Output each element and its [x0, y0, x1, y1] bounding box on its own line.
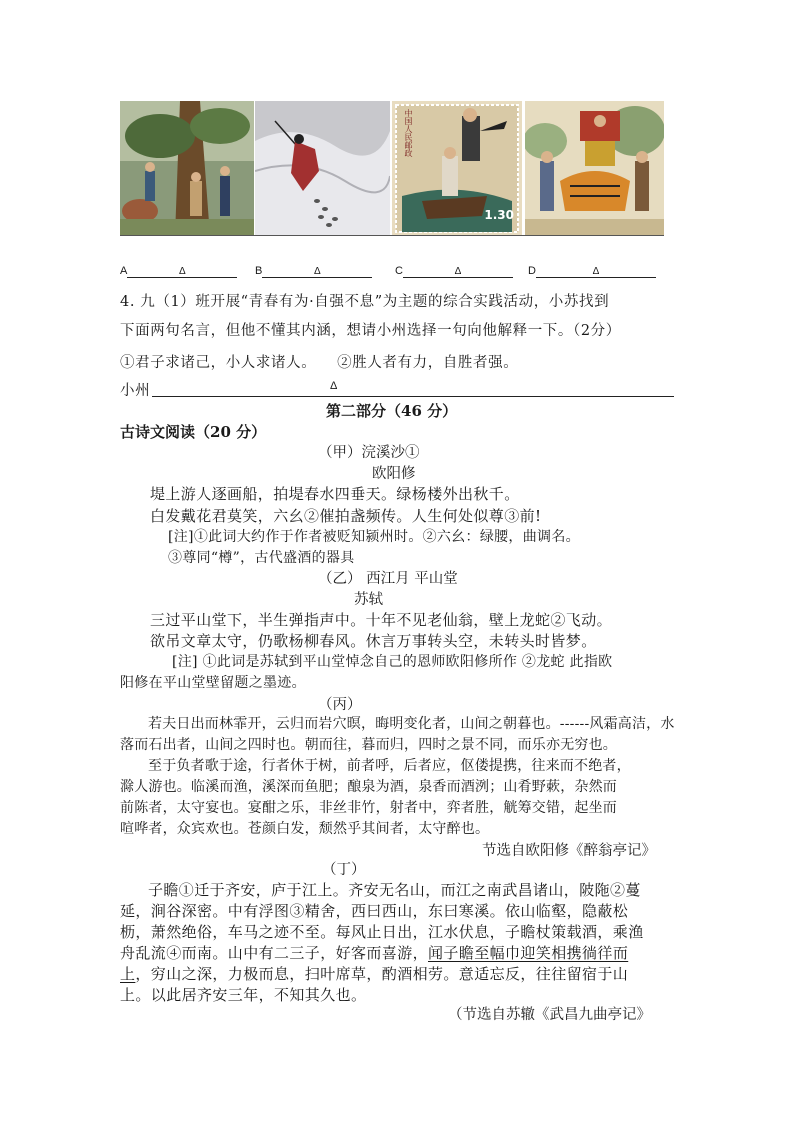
illustration-b: [255, 101, 390, 236]
caption-a-label: A: [120, 265, 128, 277]
prose-ding-line-2: 延，涧谷深密。中有浮图③精舍，西曰西山，东曰寒溪。依山临壑，隐蔽松: [120, 902, 629, 920]
q4-quotes: ①君子求诸己，小人求诸人。 ②胜人者有力，自胜者强。: [120, 355, 519, 371]
prose-ding-line-3: 枥，萧然绝俗，车马之迹不至。每风止日出，江水伏息，子瞻杖策载酒，乘渔: [120, 923, 644, 941]
caption-b-label: B: [255, 265, 263, 277]
stamp-country-text: 中国人民邮政: [404, 109, 413, 157]
prose-bing-title: （丙）: [318, 697, 362, 713]
prose-ding-line-4-text: 舟乱流④而南。山中有二三子，好客而喜游，: [120, 944, 429, 962]
illustration-c-stamp: [392, 101, 522, 236]
q4-line-2: 下面两句名言，但他不懂其内涵，想请小州选择一句向他解释一下。（2分）: [120, 323, 621, 339]
prose-bing-line-2: 落而石出者，山间之四时也。朝而往，暮而归，四时之景不同，而乐亦无穷也。: [120, 737, 617, 753]
illustration-bottom-rule: [120, 235, 664, 236]
prose-ding-source: （节选自苏辙《武昌九曲亭记》: [448, 1007, 651, 1023]
poem-jia-title: （甲）浣溪沙①: [318, 445, 420, 461]
blank-d[interactable]: [528, 265, 656, 278]
prose-bing-line-6: 喧哗者，众宾欢也。苍颜白发，颓然乎其间者，太守醉也。: [120, 821, 490, 837]
poem-jia-line-2: 白发戴花君莫笑，六幺②催拍盏频传。人生何处似尊③前!: [150, 507, 542, 525]
poem-yi-line-1: 三过平山堂下，半生弹指声中。十年不见老仙翁，壁上龙蛇②飞动。: [150, 611, 613, 629]
prose-ding-line-5: [120, 963, 628, 984]
prose-ding-line-5-text: ，穷山之深，力极而息，扫叶席草，酌酒相劳。意适忘反，往往留宿于山: [135, 965, 629, 983]
part2-title: 第二部分（46 分）: [326, 402, 458, 420]
prose-bing-line-4: 滁人游也。临溪而渔，溪深而鱼肥；酿泉为酒，泉香而酒洌；山肴野蔌，杂然而: [120, 779, 617, 795]
prose-ding-line-4: [120, 942, 628, 963]
blank-b-mark: Δ: [314, 266, 321, 277]
blank-a[interactable]: [120, 265, 237, 278]
caption-c-label: C: [395, 265, 403, 277]
blank-b[interactable]: [255, 265, 372, 278]
illustration-strip: [120, 101, 664, 236]
prose-ding-line-1: 子瞻①迁于齐安，庐于江上。齐安无名山，而江之南武昌诸山，陂陁②蔓: [148, 881, 641, 899]
prose-bing-line-1: 若夫日出而林霏开，云归而岩穴暝，晦明变化者，山间之朝暮也。------风霜高洁，水: [148, 716, 675, 732]
section-heading: 古诗文阅读（20 分）: [120, 423, 267, 441]
prose-bing-source: 节选自欧阳修《醉翁亭记》: [482, 843, 656, 859]
blank-d-mark: Δ: [592, 266, 600, 277]
prose-ding-underlined-sentence-part1: 闻子瞻至幅巾迎笑相携徜徉而: [428, 944, 629, 962]
q4-line-1: 4. 九（1）班开展“青春有为·自强不息”为主题的综合实践活动，小苏找到: [120, 294, 610, 310]
prose-ding-line-6: 上。以此居齐安三年，不知其久也。: [120, 986, 367, 1004]
q4-answer-line[interactable]: [152, 396, 674, 397]
prose-ding-underlined-sentence-part2: 上: [120, 965, 136, 983]
stamp-value-text: 1.30: [484, 208, 514, 222]
poem-yi-line-2: 欲吊文章太守，仍歌杨柳春风。休言万事转头空，未转头时皆梦。: [150, 632, 597, 650]
poem-jia-note-2: ③尊同“樽”，古代盛酒的器具: [168, 550, 355, 566]
illustration-d: [525, 101, 664, 236]
poem-jia-note-1: [注]①此词大约作于作者被贬知颍州时。②六幺：绿腰，曲调名。: [168, 529, 580, 545]
prose-bing-line-5: 前陈者，太守宴也。宴酣之乐，非丝非竹，射者中，弈者胜，觥筹交错，起坐而: [120, 800, 617, 816]
poem-yi-note-2: 阳修在平山堂壁留题之墨迹。: [120, 675, 306, 691]
poem-yi-author: 苏轼: [354, 592, 383, 608]
illustration-a: [120, 101, 254, 236]
q4-answer-label: 小州: [120, 383, 151, 399]
prose-bing-line-3: 至于负者歌于途，行者休于树，前者呼，后者应，伛偻提携，往来而不绝者，: [148, 758, 631, 774]
blank-a-mark: Δ: [179, 266, 186, 277]
caption-d-label: D: [528, 265, 536, 277]
poem-jia-line-1: 堤上游人逐画船，拍堤春水四垂天。绿杨楼外出秋千。: [150, 485, 520, 503]
poem-jia-author: 欧阳修: [372, 466, 416, 482]
poem-yi-title: （乙） 西江月 平山堂: [318, 571, 458, 587]
q4-answer-mark: Δ: [330, 380, 338, 392]
prose-ding-title: （丁）: [322, 862, 366, 878]
blank-c[interactable]: [395, 265, 513, 278]
poem-yi-note-1: [注] ①此词是苏轼到平山堂悼念自己的恩师欧阳修所作 ②龙蛇 此指欧: [172, 654, 613, 670]
blank-c-mark: Δ: [454, 266, 462, 277]
